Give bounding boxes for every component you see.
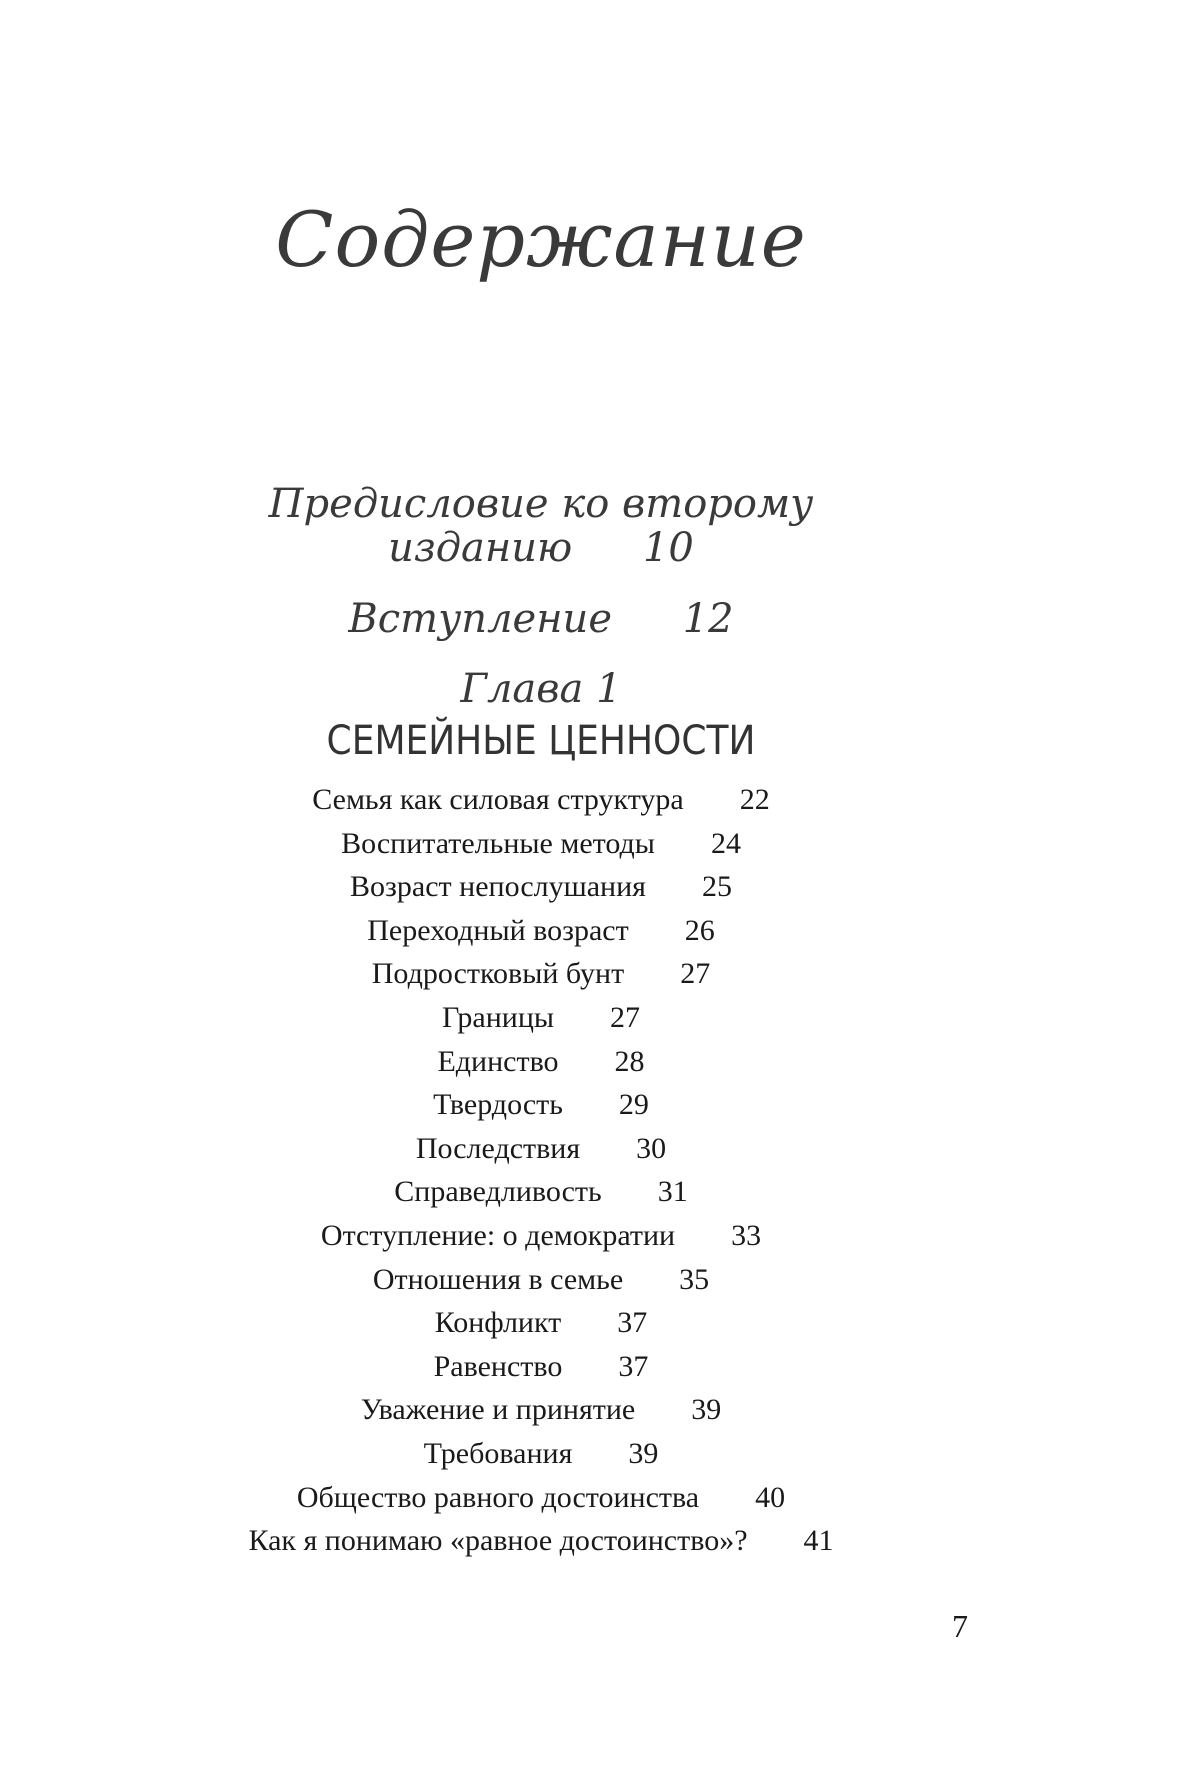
- toc-entry[interactable]: [0, 1258, 1082, 1302]
- toc-entry[interactable]: [0, 1214, 1082, 1258]
- toc-entry-text: Последствия: [415, 1131, 581, 1165]
- toc-entry[interactable]: [0, 1083, 1082, 1127]
- preface-line-1: Предисловие ко второму: [268, 481, 814, 527]
- toc-entry-text: Семья как силовая структура: [312, 783, 684, 816]
- preface-line-2-text: изданию: [388, 525, 573, 571]
- toc-entry[interactable]: [0, 909, 1082, 953]
- toc-entry-page: 35: [679, 1262, 710, 1296]
- toc-entry[interactable]: [0, 778, 1082, 822]
- toc-entry-text: Отношения в семье: [372, 1262, 624, 1296]
- toc-entry-preface[interactable]: [0, 482, 1082, 570]
- toc-entry-page: 26: [684, 913, 715, 947]
- page-number: 7: [952, 1608, 968, 1644]
- toc-entry-page: 40: [755, 1480, 786, 1514]
- toc-entry-page: 37: [618, 1349, 649, 1383]
- toc-entry-text: Справедливость: [394, 1175, 602, 1209]
- toc-entry[interactable]: [0, 1170, 1082, 1214]
- toc-entry[interactable]: [0, 1345, 1082, 1389]
- toc-entry[interactable]: [0, 1476, 1082, 1520]
- toc-entry-page: 27: [610, 1000, 641, 1034]
- toc-entry-text: Переходный возраст: [367, 913, 629, 947]
- preface-line-2: [0, 526, 1082, 570]
- toc-entry[interactable]: [0, 1432, 1082, 1476]
- toc-entry-page: 41: [803, 1524, 834, 1558]
- toc-entry-page: 37: [617, 1306, 648, 1340]
- chapter-label: Глава 1: [460, 666, 622, 712]
- intro-page-number: 12: [682, 596, 734, 642]
- toc-entry[interactable]: [0, 1301, 1082, 1345]
- toc-entry-text: Отступление: о демократии: [320, 1218, 676, 1252]
- toc-entry-text: Равенство: [433, 1349, 563, 1383]
- toc-entry[interactable]: [0, 996, 1082, 1040]
- toc-entry[interactable]: [0, 822, 1082, 866]
- toc-entry-text: Единство: [437, 1044, 559, 1078]
- toc-entry-text: Воспитательные методы: [341, 826, 655, 860]
- toc-entry-page: 33: [731, 1218, 762, 1252]
- toc-entry-text: Требования: [423, 1436, 573, 1470]
- toc-entry[interactable]: [0, 1040, 1082, 1084]
- toc-entry-page: 25: [701, 870, 732, 904]
- toc-entry[interactable]: [0, 1519, 1082, 1563]
- toc-entry-text: Возраст непослушания: [350, 870, 646, 904]
- chapter-name: СЕМЕЙНЫЕ ЦЕННОСТИ: [326, 718, 756, 764]
- toc-entry-page: 22: [739, 783, 770, 816]
- toc-entry-text: Уважение и принятие: [360, 1393, 636, 1427]
- toc-entry-page: 24: [710, 826, 741, 860]
- page-title: Содержание: [275, 195, 807, 284]
- toc-entry-text: Твердость: [433, 1088, 563, 1122]
- toc-entry-text: Конфликт: [434, 1306, 562, 1340]
- toc-entry-text: Подростковый бунт: [371, 957, 625, 991]
- toc-entry-page: 28: [614, 1044, 645, 1078]
- toc-entry-page: 39: [628, 1436, 659, 1470]
- intro-label: Вступление: [348, 596, 612, 642]
- toc-entry-page: 27: [680, 957, 711, 991]
- toc-entry-intro[interactable]: [0, 596, 1082, 642]
- toc-entry[interactable]: [0, 865, 1082, 909]
- toc-entry-page: 39: [691, 1393, 722, 1427]
- toc-entry-page: 30: [636, 1131, 667, 1165]
- toc-entry[interactable]: [0, 952, 1082, 996]
- toc-entry[interactable]: [0, 1127, 1082, 1171]
- toc-entry-page: 31: [657, 1175, 688, 1209]
- toc-entry-text: Как я понимаю «равное достоинство»?: [248, 1524, 748, 1558]
- preface-page-number: 10: [642, 525, 694, 571]
- toc-entry-page: 29: [618, 1088, 649, 1122]
- toc-list: [0, 778, 1082, 1563]
- toc-entry-text: Общество равного достоинства: [296, 1480, 700, 1514]
- toc-entry[interactable]: [0, 1388, 1082, 1432]
- toc-entry-text: Границы: [441, 1000, 555, 1034]
